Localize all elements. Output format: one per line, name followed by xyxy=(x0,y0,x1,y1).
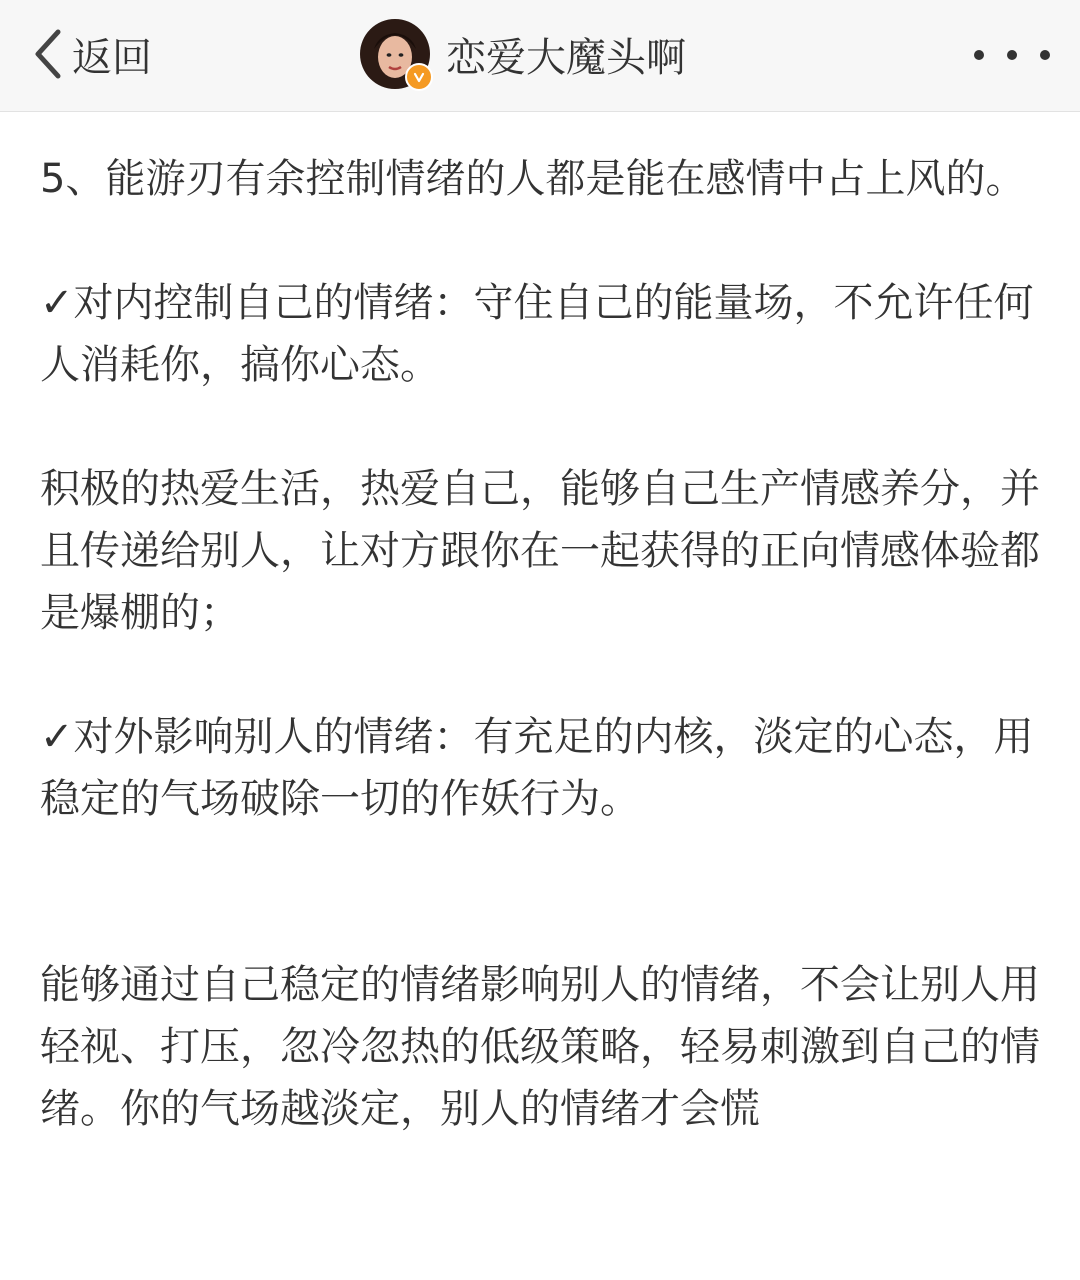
more-icon[interactable] xyxy=(974,30,1050,80)
paragraph-gap xyxy=(40,830,1040,954)
username[interactable]: 恋爱大魔头啊 xyxy=(446,34,686,81)
back-button[interactable] xyxy=(30,22,152,86)
avatar[interactable] xyxy=(360,19,430,89)
paragraph-gap xyxy=(40,644,1040,706)
paragraph-gap xyxy=(40,396,1040,458)
back-label: 返回 xyxy=(72,34,152,81)
user-header[interactable] xyxy=(360,14,686,94)
more-dot xyxy=(1040,50,1050,60)
post-paragraph: 积极的热爱生活，热爱自己，能够自己生产情感养分，并且传递给别人，让对方跟你在一起获得的正向情感体验都是爆棚的； xyxy=(40,466,1040,636)
more-dot xyxy=(1007,50,1017,60)
chevron-left-icon xyxy=(30,26,66,82)
post-paragraph: 5、能游刃有余控制情绪的人都是能在感情中占上风的。 xyxy=(40,156,1026,202)
top-nav-bar xyxy=(0,0,1080,112)
post-paragraph: 能够通过自己稳定的情绪影响别人的情绪，不会让别人用轻视、打压，忽冷忽热的低级策略，轻易刺激到自己的情绪。你的气场越淡定，别人的情绪才会慌 xyxy=(40,962,1040,1132)
more-dot xyxy=(974,50,984,60)
verified-badge-icon xyxy=(405,63,433,91)
post-paragraph: ✓对外影响别人的情绪：有充足的内核，淡定的心态，用稳定的气场破除一切的作妖行为。 xyxy=(40,714,1034,822)
post-paragraph: ✓对内控制自己的情绪：守住自己的能量场，不允许任何人消耗你，搞你心态。 xyxy=(40,280,1034,388)
paragraph-gap xyxy=(40,210,1040,272)
post-content xyxy=(40,148,1040,1140)
